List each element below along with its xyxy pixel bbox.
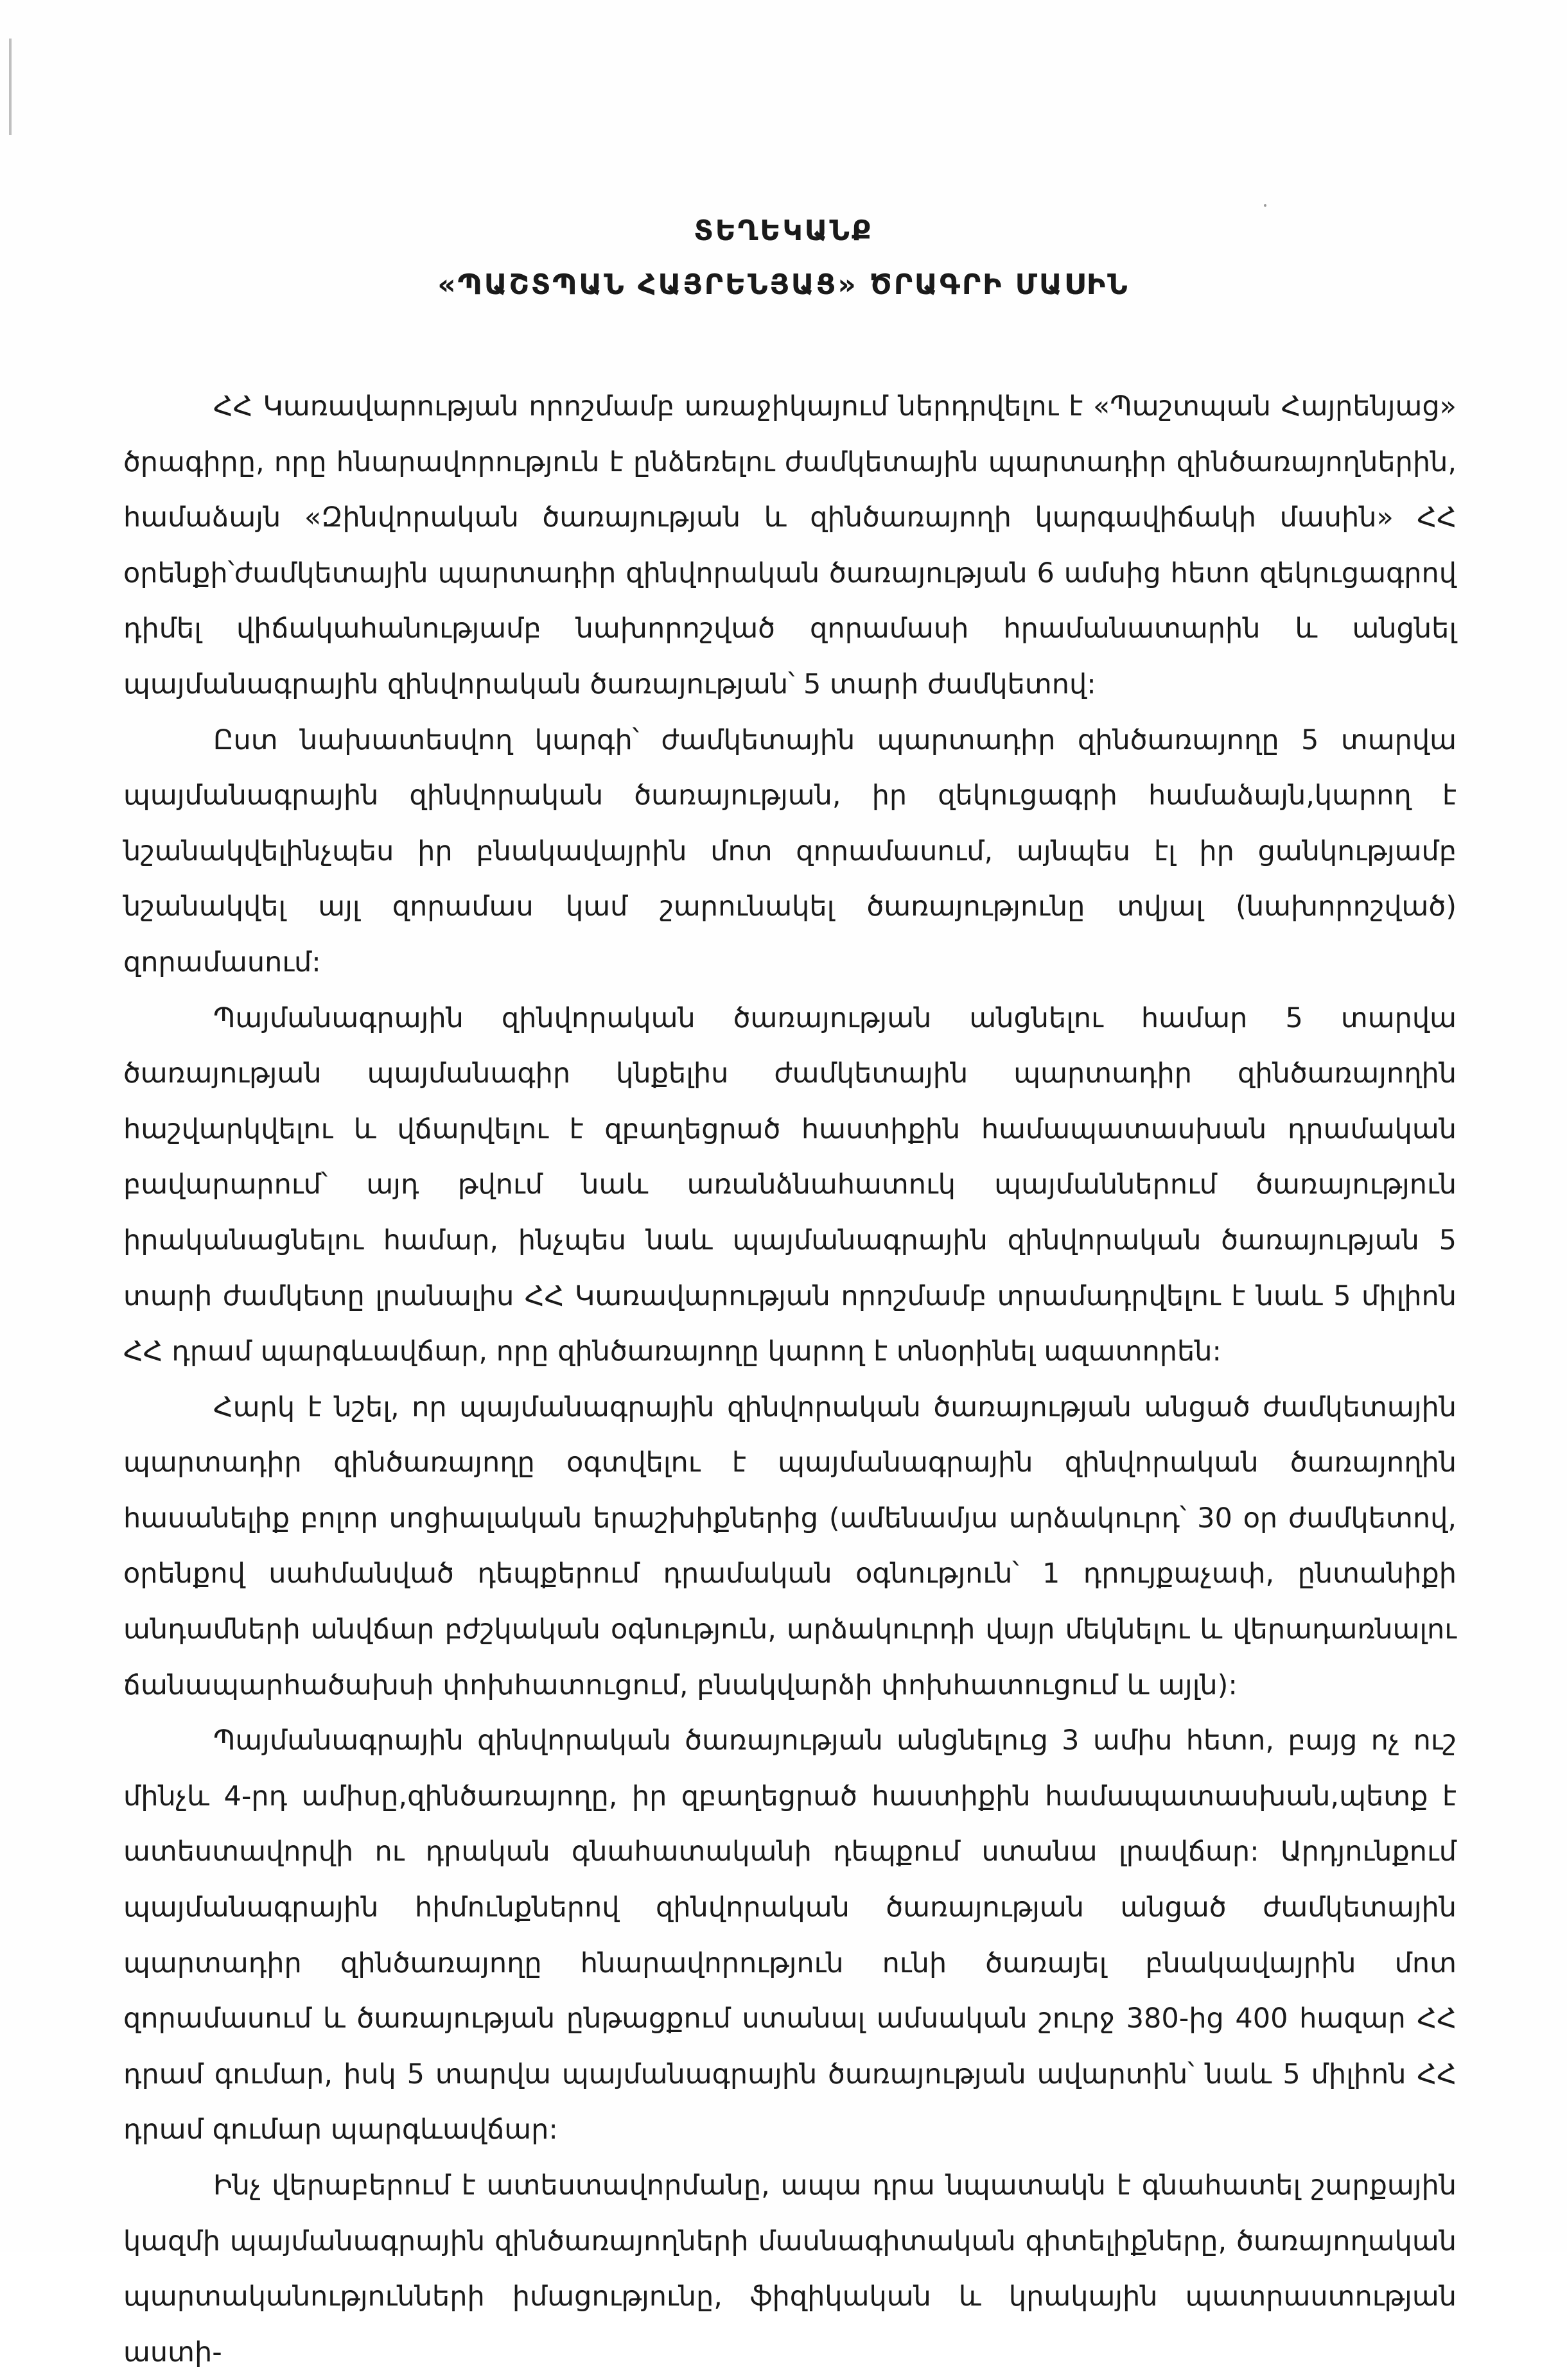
title-line-1: ՏԵՂԵԿԱՆՔ bbox=[694, 214, 873, 247]
title-line-2: «ՊԱՇՏՊԱՆ ՀԱՅՐԵՆՅԱՑ» ԾՐԱԳՐԻ ՄԱՍԻՆ bbox=[437, 268, 1130, 301]
scan-edge-mark bbox=[9, 39, 12, 135]
paragraph-5: Պայմանագրային զինվորական ծառայության անցնելուց 3 ամիս հետո, բայց ոչ ուշ մինչև 4-րդ ամիսը,զինծառայողը, իր զբաղեցրած հաստիքին համապատասխան,պետք է ատեստավորվի ու դրական գնահատականի դեպքում ստանա լրավճար: Արդյունքում պայմանագրային հիմունքներով զինվորական ծառայության անցած ժամկետային պարտադիր զինծառայողը հնարավորություն ունի ծառայել բնակավայրին մոտ զորամասում և ծառայության ընթացքում ստանալ ամսական շուրջ 380-ից 400 հազար ՀՀ դրամ գումար, իսկ 5 տարվա պայմանագրային ծառայության ավարտին՝ նաև 5 միլիոն ՀՀ դրամ գումար պարգևավճար: bbox=[123, 1724, 1457, 2146]
paragraph-1: ՀՀ Կառավարության որոշմամբ առաջիկայում ներդրվելու է «Պաշտպան Հայրենյաց» ծրագիրը, որը հնարավորություն է ընձեռելու ժամկետային պարտադիր զինծառայողներին, համաձայն «Զինվորական ծառայության և զինծառայողի կարգավիճակի մասին» ՀՀ օրենքի՝ժամկետային պարտադիր զինվորական ծառայության 6 ամսից հետո զեկուցագրով դիմել վիճակահանությամբ նախորոշված զորամասի հրամանատարին և անցնել պայմանագրային զինվորական ծառայության՝ 5 տարի ժամկետով: bbox=[123, 390, 1457, 700]
paragraph-6: Ինչ վերաբերում է ատեստավորմանը, ապա դրա նպատակն է գնահատել շարքային կազմի պայմանագրային զինծառայողների մասնագիտական գիտելիքները, ծառայողական պարտականությունների իմացությունը, ֆիզիկական և կրակային պատրաստության աստի- bbox=[123, 2169, 1457, 2368]
paragraph-4: Հարկ է նշել, որ պայմանագրային զինվորական ծառայության անցած ժամկետային պարտադիր զինծառայողը օգտվելու է պայմանագրային զինվորական ծառայողին հասանելիք բոլոր սոցիալական երաշխիքներից (ամենամյա արձակուրդ՝ 30 օր ժամկետով, օրենքով սահմանված դեպքերում դրամական օգնություն՝ 1 դրույքաչափ, ընտանիքի անդամների անվճար բժշկական օգնություն, արձակուրդի վայր մեկնելու և վերադառնալու ճանապարհածախսի փոխհատուցում, բնակվարձի փոխհատուցում և այլն): bbox=[123, 1391, 1457, 1701]
document-body bbox=[123, 379, 1457, 2380]
paragraph-3: Պայմանագրային զինվորական ծառայության անցնելու համար 5 տարվա ծառայության պայմանագիր կնքելիս ժամկետային պարտադիր զինծառայողին հաշվարկվելու և վճարվելու է զբաղեցրած հաստիքին համապատասխան դրամական բավարարում՝ այդ թվում նաև առանձնահատուկ պայմաններում ծառայություն իրականացնելու համար, ինչպես նաև պայմանագրային զինվորական ծառայության 5 տարի ժամկետը լրանալիս ՀՀ Կառավարության որոշմամբ տրամադրվելու է նաև 5 միլիոն ՀՀ դրամ պարգևավճար, որը զինծառայողը կարող է տնօրինել ազատորեն: bbox=[123, 1002, 1457, 1368]
paragraph-2: Ըստ նախատեսվող կարգի՝ ժամկետային պարտադիր զինծառայողը 5 տարվա պայմանագրային զինվորական ծառայության, իր զեկուցագրի համաձայն,կարող է նշանակվելինչպես իր բնակավայրին մոտ զորամասում, այնպես էլ իր ցանկությամբ նշանակվել այլ զորամաս կամ շարունակել ծառայությունը տվյալ (նախորոշված) զորամասում: bbox=[123, 724, 1457, 978]
document-title bbox=[116, 204, 1451, 312]
